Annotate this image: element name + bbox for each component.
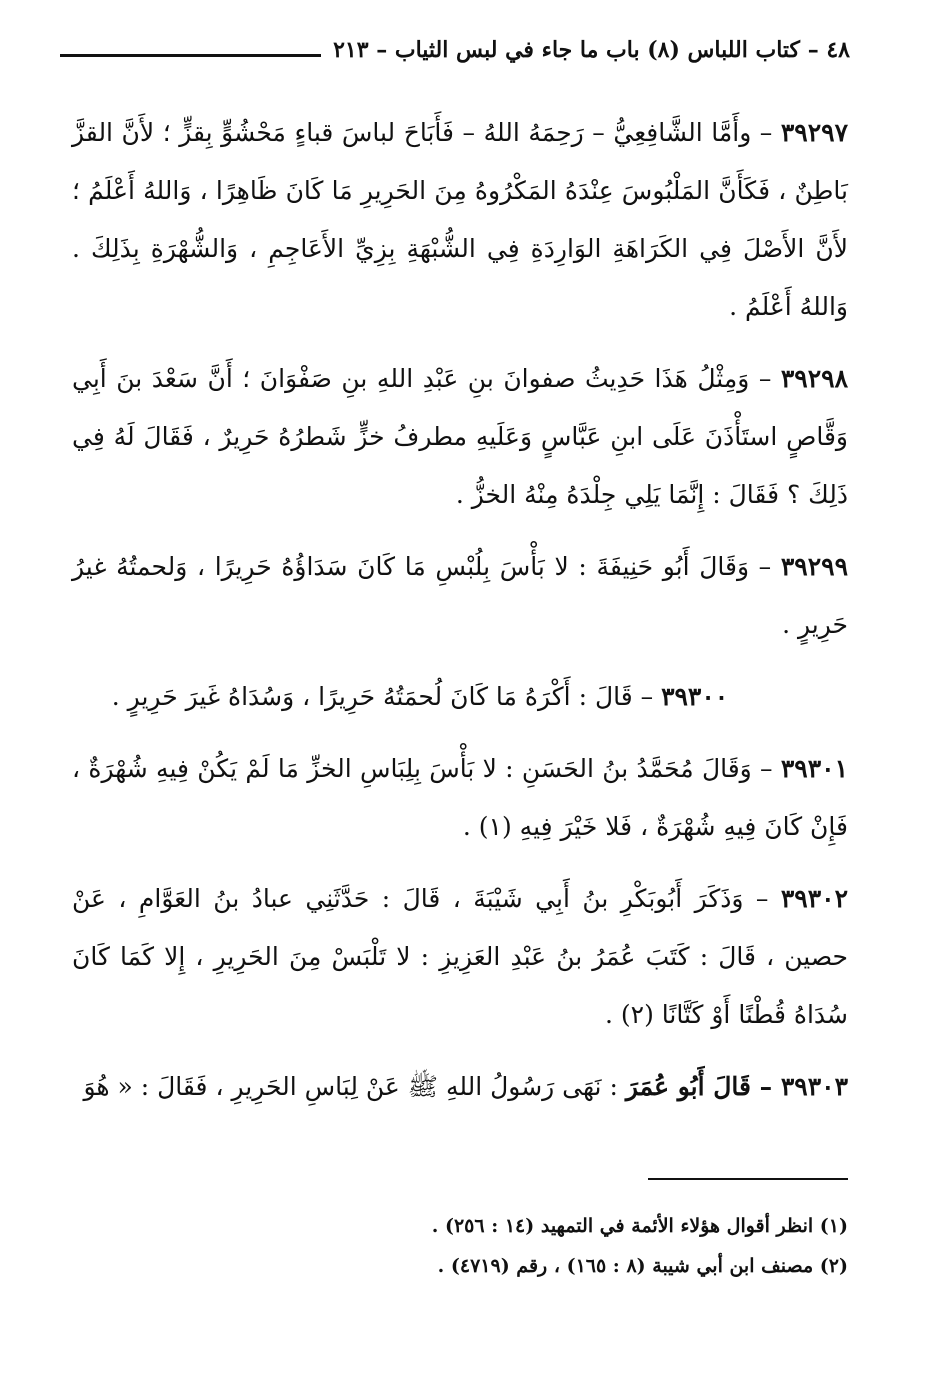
paragraph-39298 bbox=[72, 350, 848, 524]
paragraph-39301 bbox=[72, 740, 848, 856]
header-rule bbox=[60, 54, 321, 57]
paragraph-text: – وَذَكَرَ أَبُوبَكْرِ بنُ أَبِي شَيْبَةَ ، قَالَ : حَدَّثَنِي عبادُ بنُ العَوَّامِ ، عَنْ حصين ، قَالَ : كَتَبَ عُمَرُ بنُ عَبْدِ العَزِيزِ : لا تَلْبَسْ مِنَ الحَرِيرِ ، إِلا كَمَا كَانَ سُدَاهُ قُطْنًا أَوْ كَتَّانًا (٢) . bbox=[72, 884, 848, 1029]
paragraph-number: ٣٩٣٠٣ bbox=[780, 1072, 848, 1101]
paragraph-number: ٣٩٣٠١ bbox=[780, 754, 848, 783]
main-text bbox=[72, 104, 848, 1130]
paragraph-text: – قَالَ : أَكْرَهُ مَا كَانَ لُحمَتُهُ حَرِيرًا ، وَسُدَاهُ غَيرَ حَرِيرٍ . bbox=[111, 682, 662, 711]
footnotes bbox=[72, 1206, 848, 1286]
footnote-separator bbox=[648, 1178, 848, 1180]
paragraph-39297 bbox=[72, 104, 848, 336]
paragraph-39300 bbox=[72, 668, 848, 726]
paragraph-text: : نَهَى رَسُولُ اللهِ ﷺ عَنْ لِبَاسِ الحَرِيرِ ، فَقَالَ : « هُوَ bbox=[83, 1072, 626, 1101]
paragraph-39303 bbox=[72, 1058, 848, 1116]
paragraph-number: ٣٩٣٠٠ bbox=[661, 682, 729, 711]
paragraph-number: ٣٩٢٩٩ bbox=[780, 552, 848, 581]
paragraph-39302 bbox=[72, 870, 848, 1044]
header-title: ٤٨ – كتاب اللباس (٨) باب ما جاء في لبس الثياب – ٢١٣ bbox=[333, 37, 850, 63]
footnote-1: (١) انظر أقوال هؤلاء الأئمة في التمهيد (١٤ : ٢٥٦) . bbox=[431, 1215, 848, 1237]
paragraph-39299 bbox=[72, 538, 848, 654]
paragraph-text: – وَمِثْلُ هَذَا حَدِيثُ صفوانَ بنِ عَبْدِ اللهِ بنِ صَفْوَانَ ؛ أَنَّ سَعْدَ بنَ أَبِي وَقَّاصٍ استَأْذَنَ عَلَى ابنِ عَبَّاسٍ وَعَلَيهِ مطرفُ خزٍّ شَطرُهُ حَرِيرٌ ، فَقَالَ لَهُ فِي ذَلِكَ ؟ فَقَالَ : إِنَّمَا يَلِي جِلْدَهُ مِنْهُ الخزُّ . bbox=[72, 364, 848, 509]
paragraph-text: – وأَمَّا الشَّافِعِيُّ – رَحِمَهُ اللهُ – فَأَبَاحَ لباسَ قباءٍ مَحْشُوٍّ بِقزٍّ ؛ لأَنَّ القزَّ بَاطِنٌ ، فَكَأَنَّ المَلْبُوسَ عِنْدَهُ المَكْرُوهُ مِنَ الحَرِيرِ مَا كَانَ ظَاهِرًا ، وَاللهُ أَعْلَمُ ؛ لأَنَّ الأَصْلَ فِي الكَرَاهَةِ الوَارِدَةِ فِي الشُّبْهَةِ بِزِيِّ الأَعَاجِمِ ، وَالشُّهْرَةِ بِذَلِكَ . وَاللهُ أَعْلَمُ . bbox=[72, 118, 848, 321]
paragraph-text: – وَقَالَ أَبُو حَنِيفَةَ : لا بَأْسَ بِلُبْسِ مَا كَانَ سَدَاؤُهُ حَرِيرًا ، وَلحمتُهُ غيرُ حَرِيرٍ . bbox=[72, 552, 848, 639]
paragraph-number: ٣٩٣٠٢ bbox=[780, 884, 848, 913]
paragraph-number: ٣٩٢٩٧ bbox=[780, 118, 848, 147]
paragraph-number: ٣٩٢٩٨ bbox=[780, 364, 848, 393]
paragraph-lead: – قَالَ أَبُو عُمَرَ bbox=[625, 1072, 781, 1101]
running-header bbox=[60, 30, 850, 70]
footnote-2: (٢) مصنف ابن أبي شيبة (٨ : ١٦٥) ، رقم (٤٧١٩) . bbox=[437, 1255, 848, 1277]
paragraph-text: – وَقَالَ مُحَمَّدُ بنُ الحَسَنِ : لا بَأْسَ بِلِبَاسِ الخزِّ مَا لَمْ يَكُنْ فِيهِ شُهْرَةٌ ، فَإِنْ كَانَ فِيهِ شُهْرَةٌ ، فَلا خَيْرَ فِيهِ (١) . bbox=[72, 754, 848, 841]
